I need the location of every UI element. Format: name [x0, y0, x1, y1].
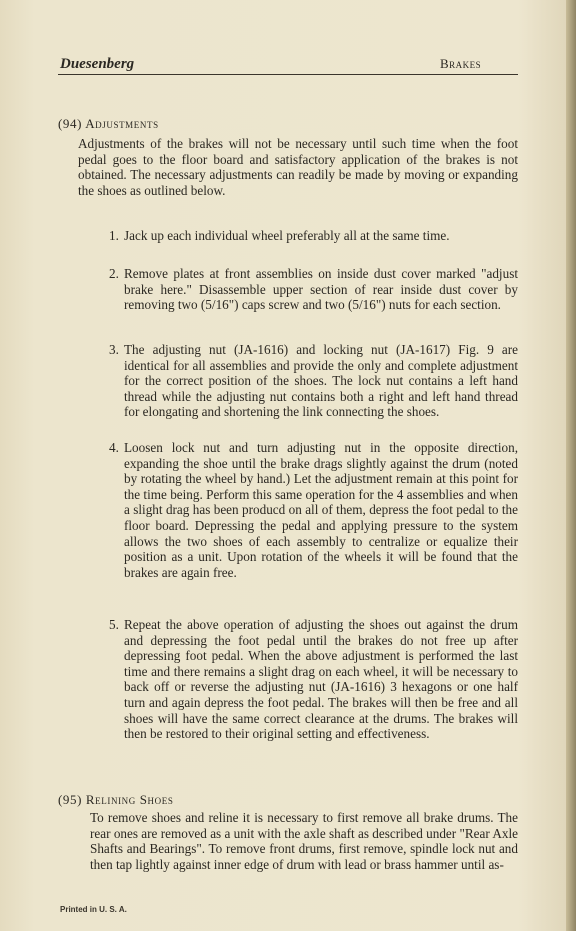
printed-in-footer: Printed in U. S. A.	[60, 905, 127, 914]
list-item-number: 1.	[109, 228, 119, 243]
list-item-text: Repeat the above operation of adjusting the shoes out against the drum and depressing the foot pedal until the brakes do not free up after depressing foot pedal. When the above adjustment is performed the last time and there remains a slight drag on each wheel, it will be necessary to back off or reverse the adjusting nut (JA-1616) 3 hexagons or one half turn and again depress the foot pedal. The brakes will then be free and all shoes will have the same correct clearance at the drums. The brakes will then be restored to their original setting and effectiveness.	[124, 617, 518, 742]
list-item-number: 3.	[109, 342, 119, 357]
section-heading-relining-shoes: (95) Relining Shoes	[58, 792, 174, 807]
adjustments-intro-paragraph: Adjustments of the brakes will not be necessary until such time when the foot pedal goes to the floor board and satisfactory application of the brakes is not obtained. The necessary adjustments can readily be made by moving or expanding the shoes as outlined below.	[78, 136, 518, 198]
list-item	[109, 228, 518, 244]
list-item-text: Loosen lock nut and turn adjusting nut in the opposite direction, expanding the shoe until the brake drags slightly against the drum (noted by rotating the wheel by hand.) Let the adjustment remain at this point for the time being. Perform this same operation for the 4 assemblies and when a slight drag has been producd on all of them, depress the foot pedal to the floor board. Depressing the pedal and applying pressure to the system allows the two shoes of each assembly to centralize or equalize their position as a unit. Upon rotation of the wheels it will be found that the brakes are again free.	[124, 440, 518, 580]
page-binding-edge	[566, 0, 576, 931]
list-item-number: 2.	[109, 266, 119, 281]
list-item-number: 5.	[109, 617, 119, 632]
list-item-number: 4.	[109, 440, 119, 455]
list-item	[109, 617, 518, 742]
list-item-text: The adjusting nut (JA-1616) and locking nut (JA-1617) Fig. 9 are identical for all assemblies and provide the only and complete adjustment for the correct position of the shoes. The lock nut contains a left hand thread while the adjusting nut contains both a right and left hand thread for elongating and shortening the link connecting the shoes.	[124, 342, 518, 420]
running-header-section: Brakes	[440, 56, 482, 71]
list-item	[109, 440, 518, 580]
list-item-text: Jack up each individual wheel preferably all at the same time.	[124, 228, 450, 243]
list-item	[109, 342, 518, 420]
header-rule	[58, 74, 518, 75]
section-heading-adjustments: (94) Adjustments	[58, 116, 159, 131]
list-item-text: Remove plates at front assemblies on inside dust cover marked "adjust brake here." Disassemble upper section of rear inside dust cover by removing two (5/16") caps screw and two (5/16") nuts for each section.	[124, 266, 518, 313]
relining-intro-paragraph: To remove shoes and reline it is necessary to first remove all brake drums. The rear ones are removed as a unit with the axle shaft as described under "Rear Axle Shafts and Bearings". To remove front drums, first remove, spindle lock nut and then tap lightly against inner edge of drum with lead or brass hammer until as-	[90, 810, 518, 872]
running-header-title: Duesenberg	[60, 56, 135, 72]
list-item	[109, 266, 518, 313]
